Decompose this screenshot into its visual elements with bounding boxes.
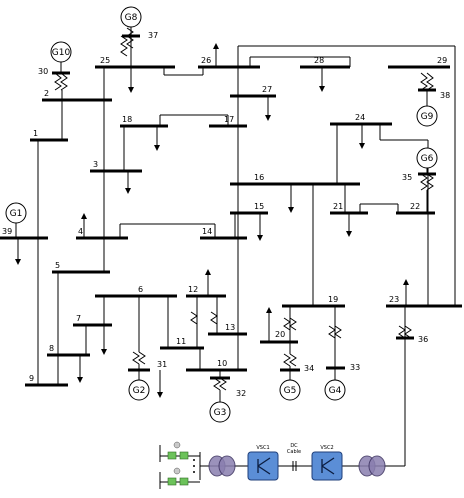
svg-text:33: 33: [350, 363, 361, 372]
vsc1-block: [248, 445, 278, 480]
svg-text:VSC2: VSC2: [320, 445, 334, 451]
svg-text:G4: G4: [328, 386, 342, 396]
svg-text:G8: G8: [124, 13, 138, 23]
generator-g6: [417, 148, 437, 168]
hvdc-link: [160, 442, 405, 489]
svg-text:37: 37: [148, 31, 159, 40]
dc-sources: [160, 442, 200, 489]
svg-text:14: 14: [202, 227, 213, 236]
svg-text:35: 35: [402, 173, 413, 182]
bus-bars: [0, 36, 462, 385]
svg-text:21: 21: [333, 202, 344, 211]
svg-text:10: 10: [217, 359, 228, 368]
svg-text:G3: G3: [213, 408, 227, 418]
generator-g10: [51, 42, 71, 73]
svg-text:9: 9: [29, 374, 35, 383]
svg-text:13: 13: [225, 323, 236, 332]
generator-g5: [280, 380, 300, 400]
svg-text:31: 31: [157, 360, 168, 369]
svg-text:16: 16: [254, 173, 265, 182]
converter-transformer-right: [359, 456, 385, 476]
svg-text:17: 17: [224, 115, 235, 124]
svg-text:19: 19: [328, 295, 339, 304]
svg-text:38: 38: [440, 91, 451, 100]
svg-text:VSC1: VSC1: [256, 445, 270, 451]
svg-text:3: 3: [93, 160, 99, 169]
svg-text:29: 29: [437, 56, 448, 65]
svg-text:34: 34: [304, 364, 315, 373]
svg-text:32: 32: [236, 389, 247, 398]
svg-text:G5: G5: [283, 386, 297, 396]
bus-labels: [2, 31, 450, 398]
svg-text:22: 22: [410, 202, 421, 211]
svg-text:11: 11: [176, 337, 187, 346]
svg-text:36: 36: [418, 335, 429, 344]
svg-text:39: 39: [2, 227, 13, 236]
svg-text:G6: G6: [420, 154, 434, 164]
svg-text:4: 4: [78, 227, 84, 236]
svg-text:18: 18: [122, 115, 133, 124]
svg-text:1: 1: [33, 129, 39, 138]
dc-cable: [287, 443, 301, 471]
svg-text:G1: G1: [9, 209, 23, 219]
svg-text:12: 12: [188, 285, 199, 294]
generator-g2: [129, 380, 149, 400]
generator-g4: [325, 380, 345, 400]
generator-g3: [210, 402, 230, 422]
svg-text:Cable: Cable: [286, 449, 302, 455]
transformers: [55, 28, 433, 402]
svg-text:G10: G10: [51, 48, 71, 58]
svg-text:G9: G9: [420, 112, 434, 122]
svg-text:24: 24: [355, 113, 366, 122]
svg-text:8: 8: [49, 344, 55, 353]
svg-text:20: 20: [275, 330, 286, 339]
vsc2-block: [312, 445, 342, 480]
svg-text:2: 2: [44, 89, 50, 98]
svg-text:5: 5: [55, 261, 61, 270]
svg-text:15: 15: [254, 202, 265, 211]
svg-text:25: 25: [100, 56, 111, 65]
svg-text:28: 28: [314, 56, 325, 65]
svg-text:6: 6: [138, 285, 144, 294]
svg-text:DC: DC: [290, 443, 298, 449]
generator-g8: [121, 7, 141, 30]
svg-text:7: 7: [76, 314, 82, 323]
svg-text:30: 30: [38, 67, 49, 76]
transmission-lines: [38, 46, 455, 466]
svg-text:G2: G2: [132, 386, 146, 396]
generator-g9: [417, 106, 437, 126]
svg-text:27: 27: [262, 85, 273, 94]
converter-transformer-left: [209, 456, 235, 476]
svg-text:26: 26: [201, 56, 212, 65]
svg-text:23: 23: [389, 295, 400, 304]
load-arrows: [18, 46, 406, 395]
